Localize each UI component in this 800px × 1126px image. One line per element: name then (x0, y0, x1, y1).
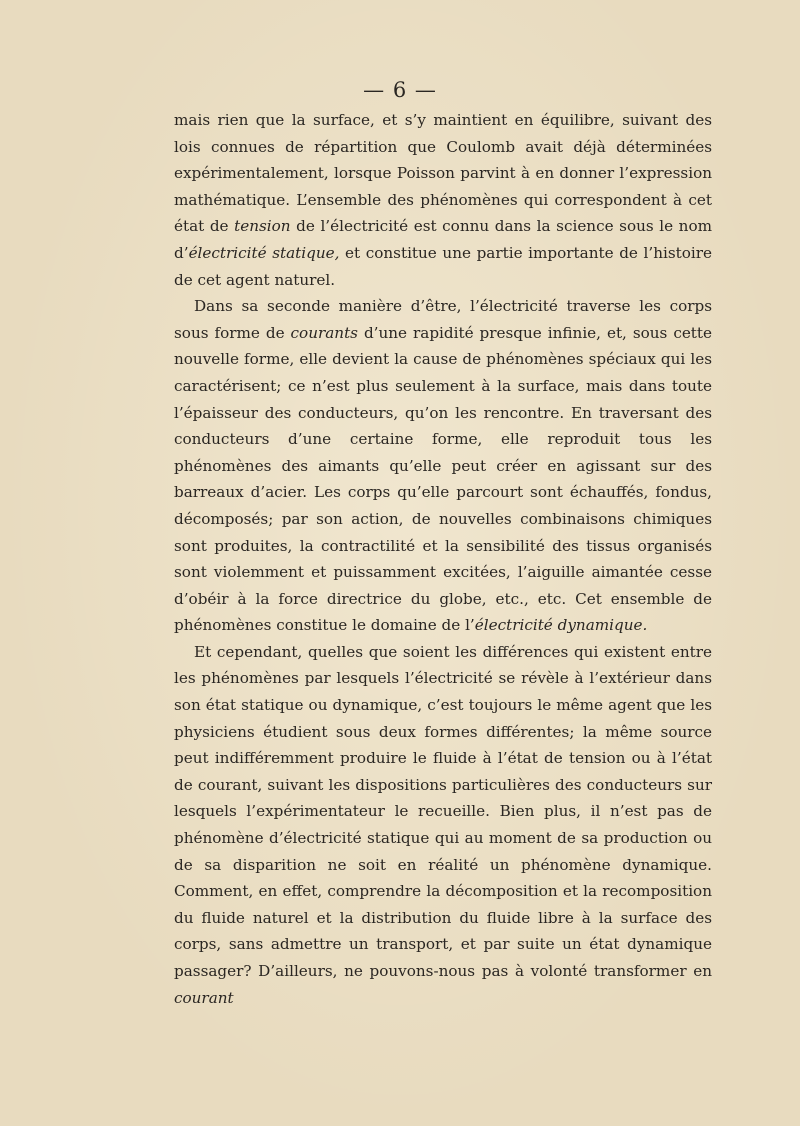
italic-text: tension (234, 217, 291, 236)
paragraph (174, 639, 712, 1011)
italic-text: courants (290, 323, 358, 342)
italic-text: courant (174, 988, 234, 1007)
body-text (174, 107, 712, 1011)
text-run: d’une rapidité presque infinie, et, sous cette nouvelle forme, elle devient la cause de phénomènes spéciaux qui les caractérisent; ce n’est plus seulement à la surface, mais dans toute l’épaisseur des conducteurs, qu’on les rencontre. En traversant des conducteurs d’une certaine forme, elle reproduit tous les phénomènes des aimants qu’elle peut créer en agissant sur des barreaux d’acier. Les corps qu’elle parcourt sont échauffés, fondus, décomposés; par son action, de nouvelles combinaisons chimiques sont produites, la contractilité et la sensibilité des tissus organisés sont violemment et puissamment excitées, l’aiguille aimantée cesse d’obéir à la force directrice du globe, etc., etc. Cet ensemble de phénomènes constitue le domaine de l’ (174, 323, 713, 635)
paragraph (174, 293, 712, 639)
text-run: et constitue une partie importante de l’histoire de cet agent naturel. (174, 243, 712, 289)
paragraph (174, 107, 712, 293)
text-run: Dans sa seconde manière d’être, l’électricité traverse les corps sous forme de (174, 297, 712, 342)
italic-text: électricité statique, (188, 243, 340, 262)
text-run: de l’électricité est connu dans la science sous le nom d’ (174, 217, 712, 262)
italic-text: électricité dynamique. (474, 616, 648, 635)
text-run: mais rien que la surface, et s’y maintient en équilibre, suivant des lois connues de répartition que Coulomb avait déjà déterminées expérimentalement, lorsque Poisson parvint à en donner l’expression mathématique. L’ensemble des phénomènes qui correspondent à cet état de (174, 111, 712, 236)
page-number: — 6 — (363, 78, 437, 102)
text-run: Et cependant, quelles que soient les différences qui existent entre les phénomènes par lesquels l’électricité se révèle à l’extérieur dans son état statique ou dynamique, c’est toujours le même agent que les physiciens étudient sous deux formes différentes; la même source peut indifféremment produire le fluide à l’état de tension ou à l’état de courant, suivant les dispositions particulières des conducteurs sur lesquels l’expérimentateur le recueille. Bien plus, il n’est pas de phénomène d’électricité statique qui au moment de sa production ou de sa disparition ne soit en réalité un phénomène dynamique. Comment, en effet, comprendre la décomposition et la recomposition du fluide naturel et la distribution du fluide libre à la surface des corps, sans admettre un transport, et par suite un état dynamique passager? D’ailleurs, ne pouvons-nous pas à volonté transformer en (174, 642, 712, 980)
